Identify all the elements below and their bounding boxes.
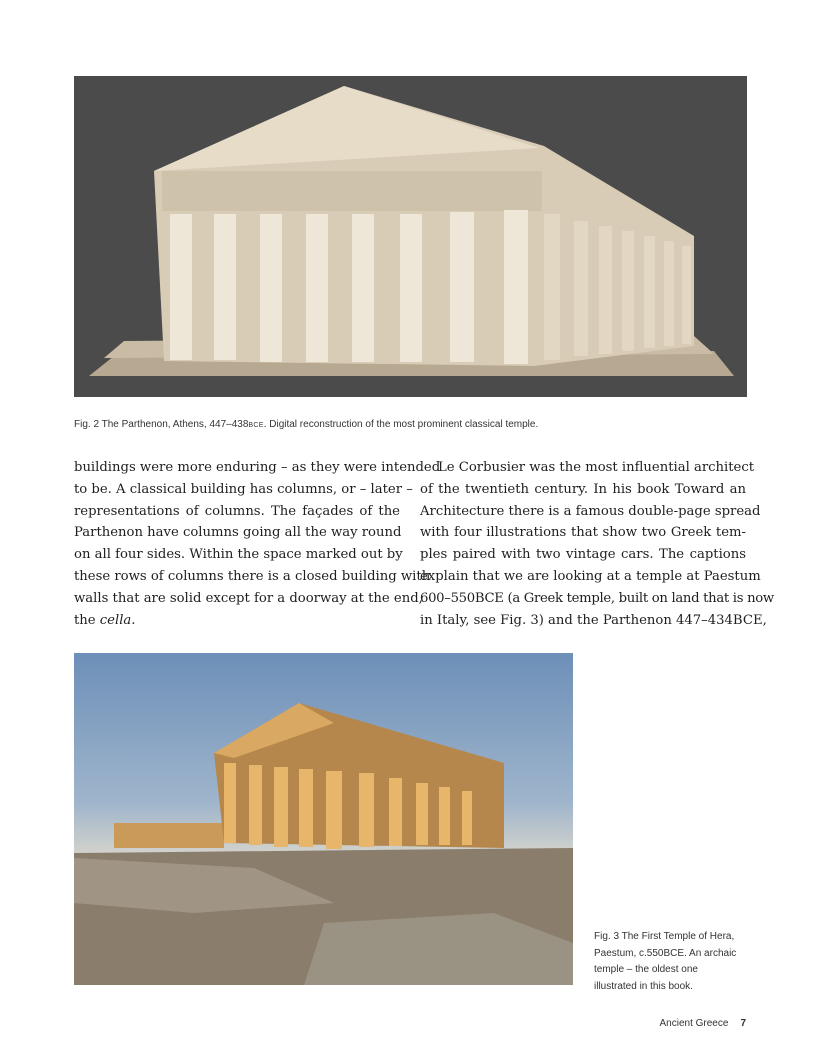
caption-text: Fig. 2 The Parthenon, Athens, 447–438 [74, 419, 249, 430]
text-line: buildings were more enduring – as they were intended [74, 460, 441, 475]
figure-2-caption [74, 419, 538, 430]
text-line: ples paired with two vintage cars. The captions [420, 547, 746, 563]
caption-era: BCE [248, 422, 264, 429]
text-line: Parthenon have columns going all the way round [74, 525, 402, 541]
text-line: representations of columns. The façades of the [74, 503, 400, 519]
text-line: to be. A classical building has columns, or – later – [74, 481, 413, 497]
caption-line: Fig. 3 The First Temple of Hera, [594, 931, 735, 942]
text-line: explain that we are looking at a temple at Paestum [420, 568, 761, 584]
caption-text: . Digital reconstruction of the most prominent classical temple. [263, 419, 539, 430]
right-text-column [420, 457, 774, 631]
text-line: in Italy, see Fig. 3) and the Parthenon 447–434BCE, [420, 612, 767, 628]
caption-line: temple – the oldest one [594, 964, 698, 975]
text-line: these rows of columns there is a closed building with [74, 568, 431, 584]
temple-of-hera-photo [74, 653, 573, 985]
caption-line: illustrated in this book. [594, 980, 693, 992]
left-text-column [74, 457, 441, 631]
text-line: walls that are solid except for a doorway at the end, [74, 590, 423, 606]
italic-term: cella [99, 612, 132, 628]
text-line: of the twentieth century. In his book Toward an [420, 481, 746, 497]
text: the [74, 612, 100, 628]
text-line: on all four sides. Within the space marked out by [74, 547, 403, 563]
text-line: Le Corbusier was the most influential architect [438, 460, 755, 475]
text-line: Architecture there is a famous double-page spread [420, 503, 761, 519]
page-number: 7 [740, 1018, 746, 1029]
text-line: with four illustrations that show two Greek tem- [420, 525, 746, 541]
page-footer [660, 1018, 747, 1029]
figure-3-caption [594, 929, 736, 995]
caption-line: Paestum, c.550BCE. An archaic [594, 947, 737, 959]
text-line: 600–550BCE (a Greek temple, built on land that is now [420, 590, 774, 606]
parthenon-reconstruction-image [74, 76, 747, 397]
text-line [74, 610, 400, 632]
running-footer-section: Ancient Greece [659, 1018, 729, 1029]
text: . [131, 612, 136, 628]
